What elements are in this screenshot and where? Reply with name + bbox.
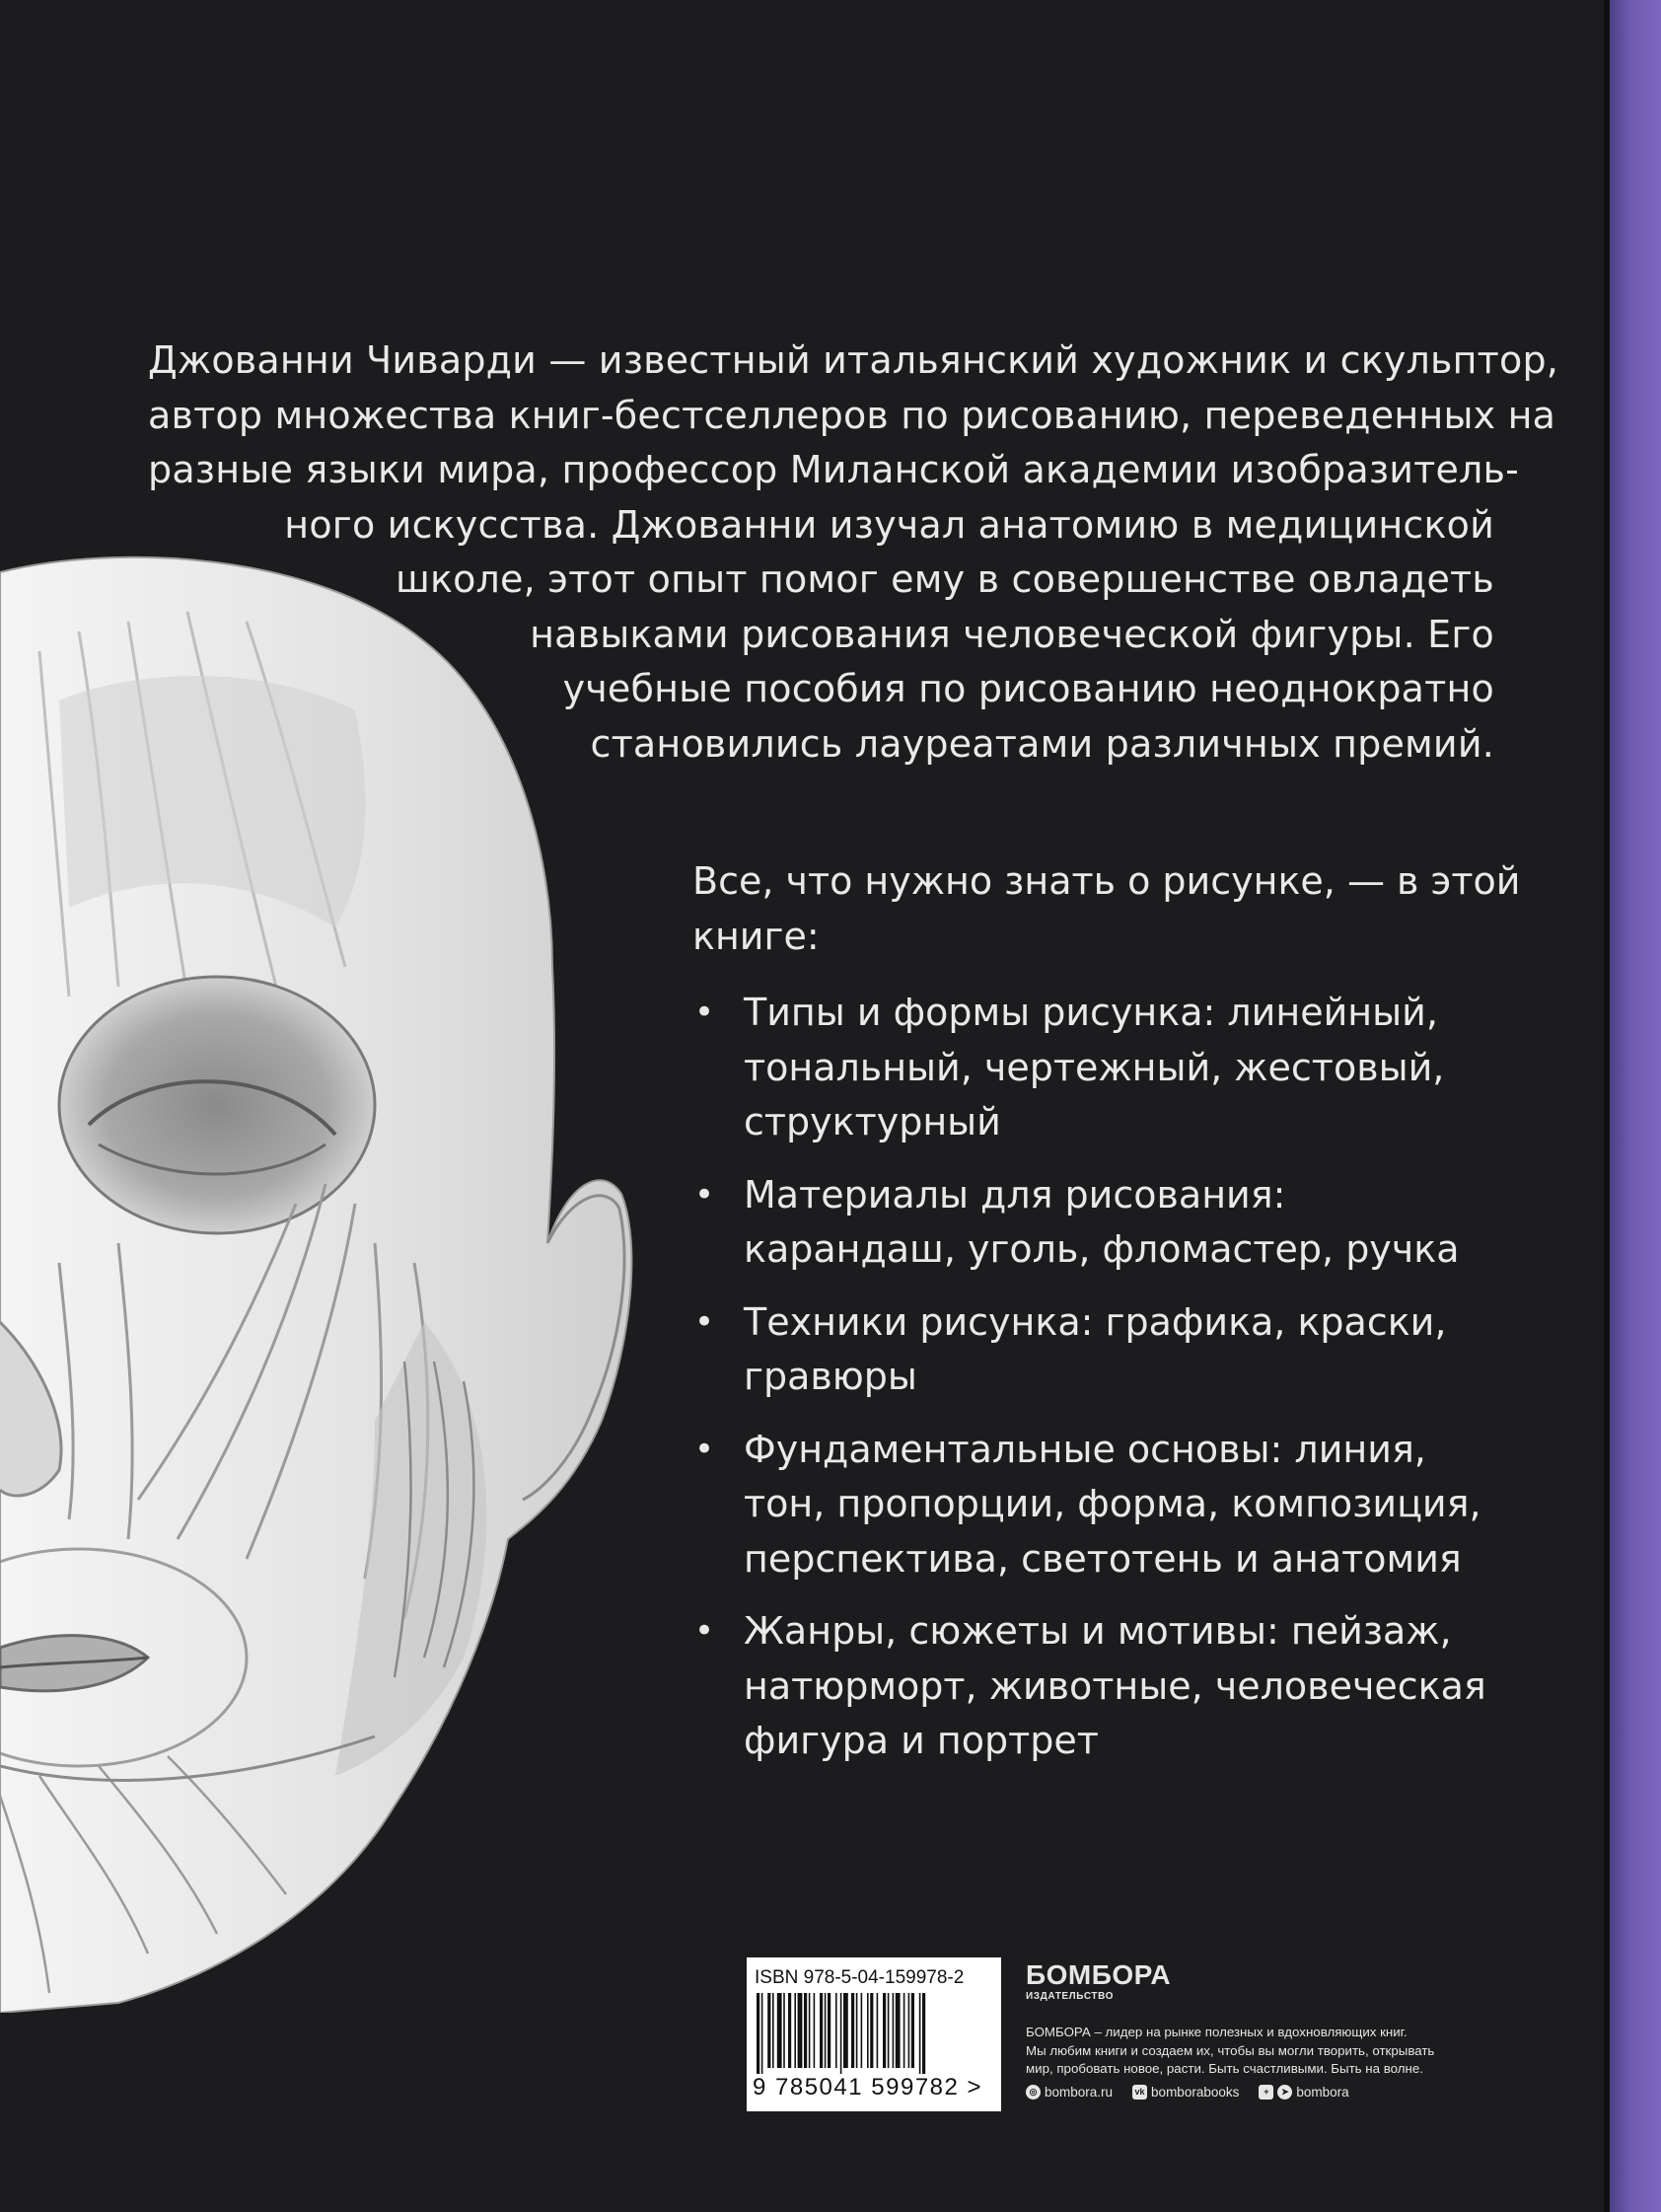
bullet-icon: • [694,1301,715,1342]
barcode-bar [761,1993,763,2074]
barcode-bar [919,1993,921,2074]
barcode-bar [908,1993,910,2068]
globe-icon: ◎ [1026,2085,1041,2100]
feature-line: структурный [744,1100,1001,1143]
feature-line: тон, пропорции, форма, композиция, [744,1482,1481,1525]
publisher-logo: БОМБОРА [1026,1959,1172,1990]
feature-line: карандаш, уголь, фломастер, ручка [744,1227,1460,1271]
feature-line: натюрморт, животные, человеческая [744,1663,1486,1708]
eye-socket [59,977,375,1233]
barcode-bar [783,1993,785,2068]
barcode-bar [911,1993,914,2068]
desc-line: мир, пробовать новое, расти. Быть счастливыми. Быть на волне. [1026,2061,1423,2076]
bio-line: школе, этот опыт помог ему в совершенстве овладеть [395,557,1494,601]
barcode-bar [840,1993,842,2074]
desc-line: БОМБОРА – лидер на рынке полезных и вдохновляющих книг. [1026,2025,1408,2039]
feature-item [692,1295,1521,1405]
bio-line: навыками рисования человеческой фигуры. Его [530,612,1494,656]
social-telegram[interactable] [1259,2085,1348,2100]
bullet-icon: • [694,993,715,1032]
barcode-bar [903,1993,905,2068]
feature-line: Техники рисунка: графика, краски, [744,1299,1447,1344]
desc-line: Мы любим книги и создаем их, чтобы вы могли творить, открывать [1026,2042,1435,2058]
barcode-bar [788,1993,791,2068]
book-features [692,854,1521,1787]
bio-line: становились лауреатами различных премий. [590,721,1494,766]
barcode-bar [867,1993,869,2068]
feature-line: перспектива, светотень и анатомия [744,1536,1462,1581]
features-intro [692,854,1521,964]
publisher-subtitle: ИЗДАТЕЛЬСТВО [1026,1991,1115,2002]
feature-item [692,1604,1521,1769]
barcode-bar [888,1993,890,2068]
feature-line: Жанры, сюжеты и мотивы: пейзаж, [744,1609,1452,1653]
bio-line: разные языки мира, профессор Миланской академии изобразитель- [148,448,1520,491]
feature-line: гравюры [744,1355,917,1398]
social-text: bombora.ru [1045,2084,1114,2100]
feature-line: Типы и формы рисунка: линейный, [744,991,1438,1034]
feature-list [692,986,1521,1769]
barcode-bar [757,1993,759,2074]
feature-line: Фундаментальные основы: линия, [744,1427,1426,1471]
plus-icon: + [1259,2085,1273,2100]
barcode-bar [772,1993,774,2068]
purple-spine [1610,0,1661,2212]
publisher-social [1026,2085,1519,2100]
barcode-bar [794,1993,796,2068]
barcode-bar [804,1993,807,2068]
author-bio [148,333,1559,772]
barcode-bar [828,1993,830,2068]
barcode-bar [820,1993,823,2068]
social-text: bombora [1296,2084,1349,2100]
feature-item [692,1168,1521,1278]
isbn-number: ISBN 978-5-04-159978-2 [755,1967,965,1988]
barcode-bars [757,1993,991,2074]
barcode-digits: 9 785041 599782 > [753,2074,983,2101]
barcode-bar [877,1993,879,2068]
bio-line: учебные пособия по рисованию неоднократно [562,667,1494,710]
barcode-bar [814,1993,816,2068]
feature-item [692,986,1521,1150]
barcode-bar [835,1993,837,2068]
bio-line: Джованни Чиварди — известный итальянский художник и скульптор, [148,338,1559,382]
bio-line: автор множества книг-бестселлеров по рисованию, переведенных на [148,393,1556,437]
feature-line: тональный, чертежный, жестовый, [744,1045,1445,1089]
barcode-bar [856,1993,858,2068]
bullet-icon: • [694,1611,715,1651]
barcode-bar [851,1993,854,2068]
social-website[interactable] [1026,2085,1113,2100]
social-text: bomborabooks [1151,2084,1240,2100]
bullet-icon: • [694,1429,715,1469]
vk-icon: vk [1132,2085,1147,2100]
feature-line: Материалы для рисования: [744,1172,1286,1217]
social-vk[interactable] [1132,2085,1239,2100]
barcode-bar [798,1993,803,2068]
publisher-block [1026,1961,1519,2100]
telegram-icon: ➤ [1277,2085,1292,2100]
feature-line: фигура и портрет [744,1719,1099,1762]
barcode-bar [883,1993,886,2068]
barcode-bar [767,1993,770,2068]
bio-line: ного искусства. Джованни изучал анатомию в медицинской [284,502,1494,547]
barcode-bar [893,1993,895,2068]
barcode-bar [896,1993,901,2068]
isbn-barcode [747,1957,1001,2111]
publisher-description [1026,2024,1519,2079]
bullet-icon: • [694,1174,715,1215]
barcode-bar [777,1993,782,2068]
intro-line: книге: [692,914,820,958]
barcode-bar [870,1993,873,2068]
anatomical-head-illustration [0,553,690,2013]
barcode-bar [809,1993,811,2068]
barcode-bar [825,1993,827,2068]
feature-item [692,1423,1521,1587]
intro-line: Все, что нужно знать о рисунке, — в этой [692,859,1521,903]
barcode-bar [861,1993,863,2068]
barcode-bar [843,1993,848,2068]
barcode-bar [922,1993,925,2074]
